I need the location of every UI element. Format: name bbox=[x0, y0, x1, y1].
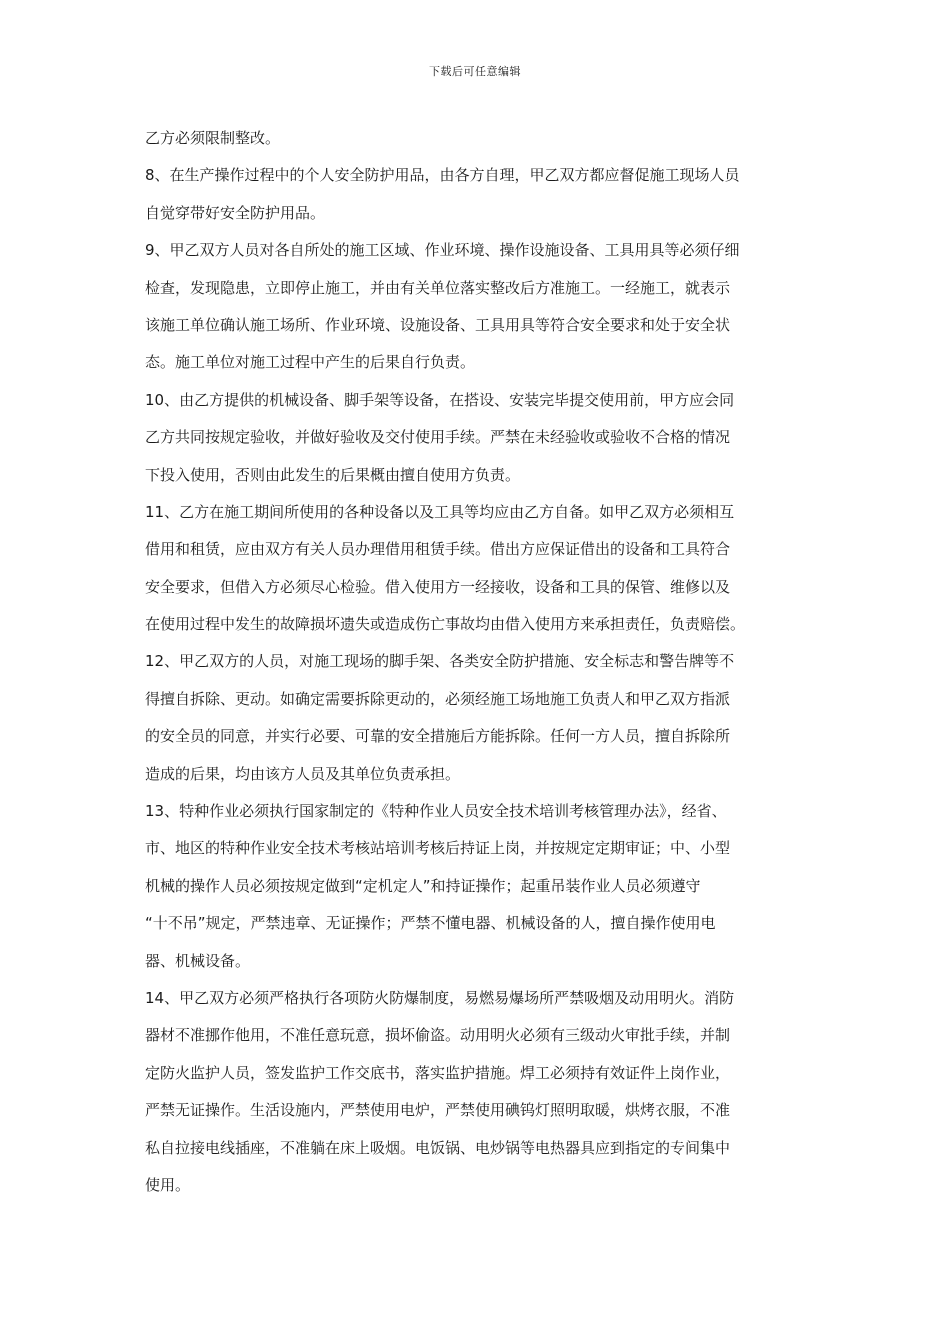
text-line: 该施工单位确认施工场所、作业环境、设施设备、工具用具等符合安全要求和处于安全状 bbox=[145, 315, 731, 334]
text-line: 得擅自拆除、更动。如确定需要拆除更动的，必须经施工场地施工负责人和甲乙双方指派 bbox=[145, 689, 731, 708]
text-line: 12、甲乙双方的人员，对施工现场的脚手架、各类安全防护措施、安全标志和警告牌等不 bbox=[145, 652, 735, 671]
text-line: 安全要求，但借入方必须尽心检验。借入使用方一经接收，设备和工具的保管、维修以及 bbox=[145, 577, 731, 596]
text-line: 造成的后果，均由该方人员及其单位负责承担。 bbox=[145, 764, 461, 783]
text-line: 器材不准挪作他用，不准任意玩意，损坏偷盗。动用明火必须有三级动火审批手续，并制 bbox=[145, 1026, 731, 1045]
text-line: 检查，发现隐患，立即停止施工，并由有关单位落实整改后方准施工。一经施工，就表示 bbox=[145, 278, 731, 297]
text-line: 11、乙方在施工期间所使用的各种设备以及工具等均应由乙方自备。如甲乙双方必须相互 bbox=[145, 502, 735, 521]
text-line: 乙方共同按规定验收，并做好验收及交付使用手续。严禁在未经验收或验收不合格的情况 bbox=[145, 428, 731, 447]
text-line: 机械的操作人员必须按规定做到“定机定人”和持证操作；起重吊装作业人员必须遵守 bbox=[145, 876, 701, 895]
text-line: 13、特种作业必须执行国家制定的《特种作业人员安全技术培训考核管理办法》，经省、 bbox=[145, 802, 727, 821]
text-line: 私自拉接电线插座，不准躺在床上吸烟。电饭锅、电炒锅等电热器具应到指定的专间集中 bbox=[145, 1138, 731, 1157]
text-line: 市、地区的特种作业安全技术考核站培训考核后持证上岗，并按规定定期审证；中、小型 bbox=[145, 839, 731, 858]
document-body bbox=[145, 120, 810, 1204]
text-line: “十不吊”规定，严禁违章、无证操作；严禁不懂电器、机械设备的人，擅自操作使用电 bbox=[145, 914, 716, 933]
text-line: 的安全员的同意，并实行必要、可靠的安全措施后方能拆除。任何一方人员，擅自拆除所 bbox=[145, 727, 731, 746]
page-header: 下载后可任意编辑 bbox=[429, 65, 521, 78]
text-line: 9、甲乙双方人员对各自所处的施工区域、作业环境、操作设施设备、工具用具等必须仔细 bbox=[145, 241, 740, 260]
text-line: 10、由乙方提供的机械设备、脚手架等设备，在搭设、安装完毕提交使用前，甲方应会同 bbox=[145, 390, 735, 409]
text-line: 使用。 bbox=[145, 1175, 191, 1194]
text-line: 定防火监护人员，签发监护工作交底书，落实监护措施。焊工必须持有效证件上岗作业， bbox=[145, 1063, 731, 1082]
text-line: 严禁无证操作。生活设施内，严禁使用电炉，严禁使用碘钨灯照明取暖，烘烤衣服，不准 bbox=[145, 1101, 731, 1120]
text-line: 乙方必须限制整改。 bbox=[145, 129, 281, 147]
text-line: 在使用过程中发生的故障损坏遗失或造成伤亡事故均由借入使用方来承担责任，负责赔偿。 bbox=[145, 615, 746, 634]
text-line: 下投入使用，否则由此发生的后果概由擅自使用方负责。 bbox=[145, 465, 521, 484]
text-line: 8、在生产操作过程中的个人安全防护用品，由各方自理，甲乙双方都应督促施工现场人员 bbox=[145, 166, 740, 185]
text-line: 自觉穿带好安全防护用品。 bbox=[145, 203, 326, 222]
text-line: 器、机械设备。 bbox=[145, 951, 251, 970]
text-line: 借用和租赁，应由双方有关人员办理借用租赁手续。借出方应保证借出的设备和工具符合 bbox=[145, 540, 731, 559]
text-line: 14、甲乙双方必须严格执行各项防火防爆制度，易燃易爆场所严禁吸烟及动用明火。消防 bbox=[145, 988, 735, 1007]
text-line: 态。施工单位对施工过程中产生的后果自行负责。 bbox=[145, 353, 476, 372]
